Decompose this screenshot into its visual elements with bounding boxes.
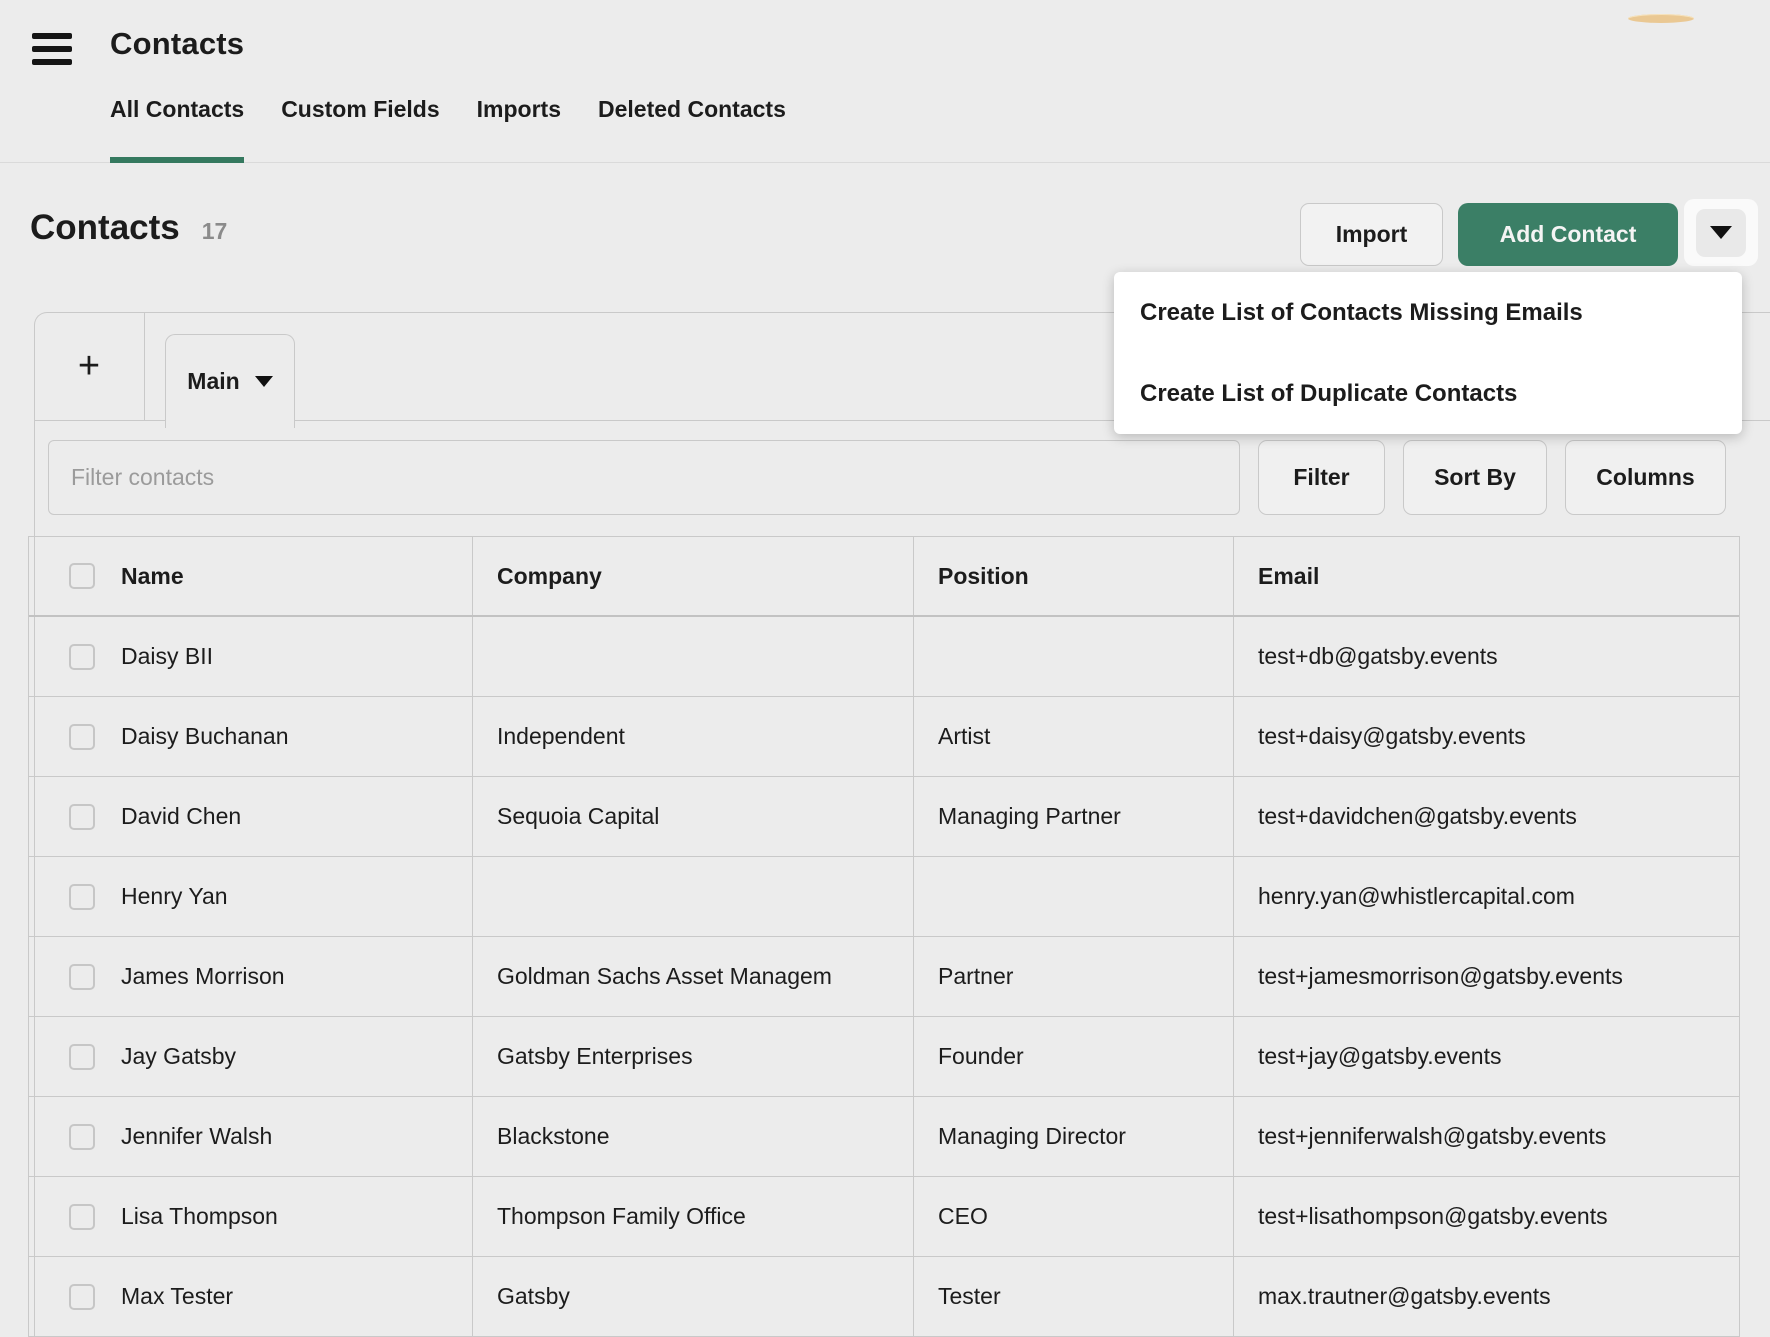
add-list-tab-button[interactable]: + <box>34 312 145 420</box>
contact-email: max.trautner@gatsby.events <box>1258 1283 1551 1309</box>
column-header-position: Position <box>914 537 1234 615</box>
contact-company: Blackstone <box>473 1097 914 1176</box>
menu-item-create-list-duplicate-contacts[interactable]: Create List of Duplicate Contacts <box>1140 379 1518 407</box>
columns-button[interactable]: Columns <box>1565 440 1726 515</box>
add-contact-dropdown-button[interactable] <box>1696 209 1746 257</box>
import-button[interactable]: Import <box>1300 203 1443 266</box>
row-checkbox[interactable] <box>69 724 95 750</box>
add-contact-button[interactable]: Add Contact <box>1458 203 1678 266</box>
caret-down-icon <box>255 376 273 387</box>
page-heading <box>30 208 227 248</box>
contact-company: Sequoia Capital <box>473 777 914 856</box>
contact-count-badge: 17 <box>201 218 228 244</box>
table-row[interactable] <box>29 1177 1739 1257</box>
contact-name: James Morrison <box>121 963 285 989</box>
row-checkbox[interactable] <box>69 644 95 670</box>
contact-position <box>914 857 1234 936</box>
contact-position: Managing Partner <box>914 777 1234 856</box>
column-header-email: Email <box>1258 562 1320 589</box>
app-title: Contacts <box>110 26 245 61</box>
table-header-row <box>29 537 1739 617</box>
contact-position: Tester <box>914 1257 1234 1336</box>
main-list-tab[interactable] <box>165 334 295 428</box>
tab-imports[interactable]: Imports <box>476 96 561 122</box>
contact-company <box>473 857 914 936</box>
row-checkbox[interactable] <box>69 1044 95 1070</box>
add-contact-dropdown-menu <box>1114 272 1742 434</box>
contact-email: test+db@gatsby.events <box>1258 643 1498 669</box>
contacts-table <box>28 536 1740 1337</box>
add-contact-menu-container <box>1684 199 1758 266</box>
row-checkbox[interactable] <box>69 884 95 910</box>
row-checkbox[interactable] <box>69 964 95 990</box>
sort-by-button[interactable]: Sort By <box>1403 440 1547 515</box>
contact-email: test+lisathompson@gatsby.events <box>1258 1203 1608 1229</box>
contact-email: test+jay@gatsby.events <box>1258 1043 1502 1069</box>
caret-down-icon <box>1710 226 1732 239</box>
main-list-tab-label: Main <box>187 368 240 394</box>
contact-name: David Chen <box>121 803 242 829</box>
contact-company <box>473 617 914 696</box>
contact-position: Founder <box>914 1017 1234 1096</box>
select-all-checkbox[interactable] <box>69 563 95 589</box>
page-title: Contacts <box>30 208 180 247</box>
contact-position: Managing Director <box>914 1097 1234 1176</box>
tab-all-contacts[interactable]: All Contacts <box>110 96 244 163</box>
contact-position: CEO <box>914 1177 1234 1256</box>
row-checkbox[interactable] <box>69 1124 95 1150</box>
top-tab-bar <box>110 0 786 163</box>
contact-company: Independent <box>473 697 914 776</box>
contact-position: Partner <box>914 937 1234 1016</box>
contact-name: Jennifer Walsh <box>121 1123 273 1149</box>
contact-email: test+jamesmorrison@gatsby.events <box>1258 963 1623 989</box>
menu-item-create-list-missing-emails[interactable]: Create List of Contacts Missing Emails <box>1140 298 1583 326</box>
contact-company: Gatsby <box>473 1257 914 1336</box>
row-checkbox[interactable] <box>69 804 95 830</box>
contact-name: Max Tester <box>121 1283 234 1309</box>
table-row[interactable] <box>29 1017 1739 1097</box>
filter-button[interactable]: Filter <box>1258 440 1385 515</box>
contact-name: Daisy BII <box>121 643 214 669</box>
contact-name: Daisy Buchanan <box>121 723 289 749</box>
contact-name: Lisa Thompson <box>121 1203 278 1229</box>
column-header-name: Name <box>121 562 184 589</box>
contact-email: test+jenniferwalsh@gatsby.events <box>1258 1123 1607 1149</box>
contact-company: Goldman Sachs Asset Managem <box>473 937 914 1016</box>
table-row[interactable] <box>29 617 1739 697</box>
column-header-company: Company <box>473 537 914 615</box>
contact-email: test+davidchen@gatsby.events <box>1258 803 1577 829</box>
hamburger-menu-icon[interactable] <box>32 33 72 67</box>
contact-name: Jay Gatsby <box>121 1043 237 1069</box>
top-bar <box>0 0 1770 163</box>
contact-company: Gatsby Enterprises <box>473 1017 914 1096</box>
tab-custom-fields[interactable]: Custom Fields <box>281 96 440 122</box>
contact-name: Henry Yan <box>121 883 228 909</box>
tab-deleted-contacts[interactable]: Deleted Contacts <box>598 96 786 122</box>
contact-email: henry.yan@whistlercapital.com <box>1258 883 1575 909</box>
contact-position: Artist <box>914 697 1234 776</box>
filter-contacts-input[interactable] <box>48 440 1240 515</box>
row-checkbox[interactable] <box>69 1284 95 1310</box>
partial-logo-shape <box>1628 14 1694 23</box>
table-row[interactable] <box>29 777 1739 857</box>
table-row[interactable] <box>29 1097 1739 1177</box>
contact-email: test+daisy@gatsby.events <box>1258 723 1526 749</box>
table-row[interactable] <box>29 1257 1739 1337</box>
contact-company: Thompson Family Office <box>473 1177 914 1256</box>
table-row[interactable] <box>29 857 1739 937</box>
row-checkbox[interactable] <box>69 1204 95 1230</box>
contact-position <box>914 617 1234 696</box>
table-row[interactable] <box>29 697 1739 777</box>
table-row[interactable] <box>29 937 1739 1017</box>
